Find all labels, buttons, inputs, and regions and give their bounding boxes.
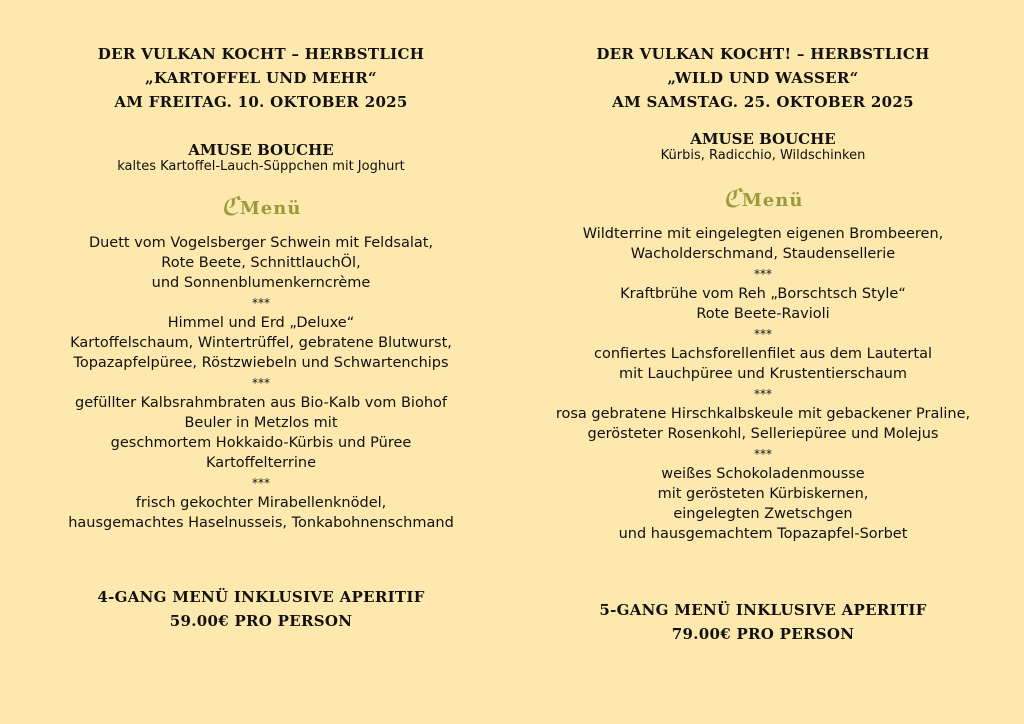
left-menu-label: Menü xyxy=(239,198,302,219)
left-title-line: AM FREITAG. 10. OKTOBER 2025 xyxy=(114,93,408,111)
right-course-4: rosa gebratene Hirschkalbskeule mit gebackener Praline, gerösteter Rosenkohl, Selleriepüree und Molejus xyxy=(555,406,971,442)
left-title-block xyxy=(5,42,517,114)
right-course-list xyxy=(507,224,1019,544)
left-course-list xyxy=(5,233,517,533)
left-menu-card xyxy=(5,0,517,724)
left-menu-logo xyxy=(5,190,517,220)
right-course-5: weißes Schokoladenmousse mit gerösteten Kürbiskernen, eingelegten Zwetschgen und hausgemachtem Topazapfel-Sorbet xyxy=(618,466,908,542)
swirl-ornament-icon: ℭ xyxy=(722,184,741,214)
course-separator: *** xyxy=(754,327,772,341)
left-menu-package: 4-GANG MENÜ INKLUSIVE APERITIF xyxy=(97,588,425,606)
right-amuse-text: Kürbis, Radicchio, Wildschinken xyxy=(660,148,866,163)
left-course-1: Duett vom Vogelsberger Schwein mit Feldsalat, Rote Beete, SchnittlauchÖl, und Sonnenblumenkerncrème xyxy=(88,235,434,291)
right-amuse-heading: AMUSE BOUCHE xyxy=(690,130,836,148)
course-separator: *** xyxy=(754,267,772,281)
right-course-3: confiertes Lachsforellenfilet aus dem Lautertal mit Lauchpüree und Krustentierschaum xyxy=(593,346,932,382)
course-separator: *** xyxy=(252,376,270,390)
course-separator: *** xyxy=(754,387,772,401)
left-price: 59.00€ PRO PERSON xyxy=(169,612,353,630)
left-amuse-text: kaltes Kartoffel-Lauch-Süppchen mit Joghurt xyxy=(117,159,405,174)
left-title-line: „KARTOFFEL UND MEHR“ xyxy=(145,69,377,87)
swirl-ornament-icon: ℭ xyxy=(220,192,239,222)
right-title-line: DER VULKAN KOCHT! – HERBSTLICH xyxy=(596,45,930,63)
left-course-3: gefüllter Kalbsrahmbraten aus Bio-Kalb vom Biohof Beuler in Metzlos mit geschmortem Hokkaido-Kürbis und Püree Kartoffelterrine xyxy=(75,395,447,471)
left-footer xyxy=(5,585,517,633)
course-separator: *** xyxy=(252,296,270,310)
left-course-2: Himmel und Erd „Deluxe“ Kartoffelschaum, Wintertrüffel, gebratene Blutwurst, Topazapfelpüree, Röstzwiebeln und Schwartenchips xyxy=(70,315,452,371)
course-separator: *** xyxy=(754,447,772,461)
right-title-line: „WILD UND WASSER“ xyxy=(667,69,859,87)
right-menu-card xyxy=(507,0,1019,724)
right-title-block xyxy=(507,42,1019,114)
right-course-1: Wildterrine mit eingelegten eigenen Brombeeren, Wacholderschmand, Staudensellerie xyxy=(582,226,944,262)
right-menu-logo xyxy=(507,182,1019,212)
right-footer xyxy=(507,598,1019,646)
left-amuse-heading: AMUSE BOUCHE xyxy=(188,141,334,159)
right-price: 79.00€ PRO PERSON xyxy=(671,625,855,643)
left-amuse-bouche xyxy=(5,141,517,175)
right-amuse-bouche xyxy=(507,130,1019,164)
left-course-4: frisch gekochter Mirabellenknödel, hausgemachtes Haselnusseis, Tonkabohnenschmand xyxy=(68,495,454,531)
course-separator: *** xyxy=(252,476,270,490)
right-course-2: Kraftbrühe vom Reh „Borschtsch Style“ Rote Beete-Ravioli xyxy=(620,286,906,322)
right-title-line: AM SAMSTAG. 25. OKTOBER 2025 xyxy=(612,93,914,111)
right-menu-label: Menü xyxy=(741,190,804,211)
right-menu-package: 5-GANG MENÜ INKLUSIVE APERITIF xyxy=(599,601,927,619)
left-title-line: DER VULKAN KOCHT – HERBSTLICH xyxy=(97,45,425,63)
